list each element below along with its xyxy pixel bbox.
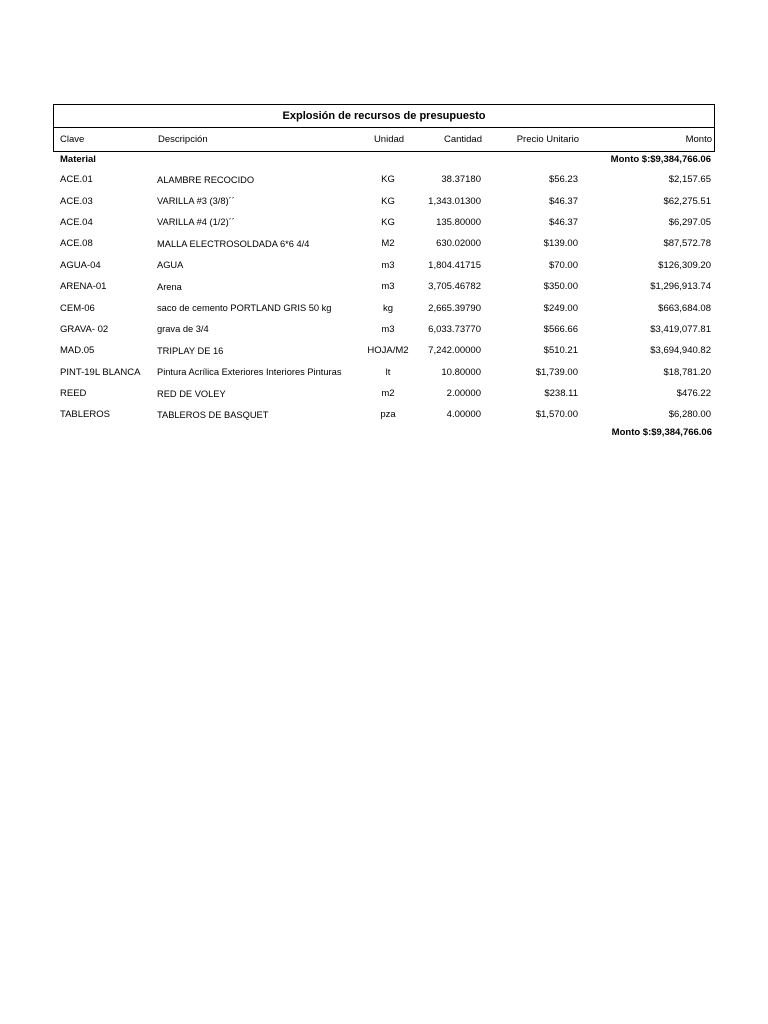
cell-clave: PINT-19L BLANCA <box>60 366 141 378</box>
column-header-unidad: Unidad <box>373 134 405 145</box>
cell-clave: ACE.01 <box>60 174 93 186</box>
table-row <box>53 340 715 361</box>
cell-descripcion: MALLA ELECTROSOLDADA 6*6 4/4 <box>157 238 310 249</box>
cell-monto: $2,157.65 <box>668 174 711 186</box>
cell-cantidad: 2.00000 <box>446 388 481 400</box>
cell-clave: MAD.05 <box>60 345 95 357</box>
cell-descripcion: ALAMBRE RECOCIDO <box>157 174 255 185</box>
section-header-material <box>53 153 715 166</box>
cell-descripcion: TABLEROS DE BASQUET <box>157 409 269 420</box>
cell-cantidad: 135.80000 <box>436 216 481 228</box>
cell-clave: ARENA-01 <box>60 281 107 293</box>
cell-clave: ACE.08 <box>60 238 93 250</box>
table-row <box>53 404 715 425</box>
cell-precio-unitario: $139.00 <box>543 238 578 250</box>
column-header-descripcion: Descripción <box>158 134 208 145</box>
cell-unidad: m3 <box>381 323 395 335</box>
cell-monto: $6,280.00 <box>668 409 711 421</box>
cell-clave: REED <box>60 388 87 400</box>
cell-monto: $1,296,913.74 <box>650 281 711 293</box>
cell-clave: AGUA-04 <box>60 259 101 271</box>
cell-descripcion: VARILLA #4 (1/2)´´ <box>157 217 235 228</box>
section-total: Monto $:$9,384,766.06 <box>610 154 711 165</box>
table-row <box>53 297 715 318</box>
cell-clave: TABLEROS <box>60 409 110 421</box>
cell-unidad: m2 <box>381 388 395 400</box>
cell-precio-unitario: $46.37 <box>548 216 578 228</box>
cell-unidad: kg <box>382 302 394 314</box>
column-header-clave: Clave <box>60 134 85 145</box>
cell-descripcion: Pintura Acrílica Exteriores Interiores Pinturas <box>157 367 342 378</box>
cell-precio-unitario: $566.66 <box>543 323 578 335</box>
resource-table-body <box>53 169 715 426</box>
cell-cantidad: 38.37180 <box>441 174 481 186</box>
cell-clave: CEM-06 <box>60 302 95 314</box>
table-row <box>53 212 715 233</box>
cell-unidad: KG <box>381 216 395 228</box>
cell-monto: $18,781.20 <box>663 366 711 378</box>
cell-unidad: pza <box>380 409 396 421</box>
cell-cantidad: 4.00000 <box>446 409 481 421</box>
table-row <box>53 362 715 383</box>
column-headers <box>54 128 714 151</box>
cell-cantidad: 6,033.73770 <box>428 323 481 335</box>
column-header-precio-unitario: Precio Unitario <box>516 134 579 145</box>
cell-cantidad: 1,343.01300 <box>428 195 481 207</box>
cell-monto: $62,275.51 <box>663 195 711 207</box>
cell-monto: $126,309.20 <box>658 259 711 271</box>
cell-descripcion: grava de 3/4 <box>157 324 209 335</box>
cell-unidad: m3 <box>381 281 395 293</box>
footer-total: Monto $:$9,384,766.06 <box>611 427 712 439</box>
cell-precio-unitario: $238.11 <box>544 388 578 400</box>
cell-descripcion: AGUA <box>157 260 184 271</box>
cell-unidad: KG <box>381 174 395 186</box>
cell-cantidad: 2,665.39790 <box>428 302 481 314</box>
cell-precio-unitario: $350.00 <box>543 281 578 293</box>
cell-monto: $476.22 <box>676 388 711 400</box>
cell-precio-unitario: $46.37 <box>548 195 578 207</box>
cell-precio-unitario: $1,739.00 <box>535 366 578 378</box>
cell-precio-unitario: $510.21 <box>543 345 578 357</box>
cell-clave: ACE.04 <box>60 216 93 228</box>
cell-cantidad: 7,242.00000 <box>428 345 481 357</box>
report-title: Explosión de recursos de presupuesto <box>54 105 714 128</box>
table-row <box>53 319 715 340</box>
cell-descripcion: TRIPLAY DE 16 <box>157 345 224 356</box>
table-row <box>53 233 715 254</box>
table-row <box>53 276 715 297</box>
cell-precio-unitario: $249.00 <box>543 302 578 314</box>
column-header-monto: Monto <box>685 134 712 145</box>
cell-unidad: lt <box>385 366 391 378</box>
cell-precio-unitario: $1,570.00 <box>535 409 578 421</box>
cell-monto: $87,572.78 <box>663 238 711 250</box>
report-header <box>53 104 715 152</box>
table-row <box>53 190 715 211</box>
cell-descripcion: VARILLA #3 (3/8)´´ <box>157 196 235 207</box>
cell-unidad: KG <box>381 195 395 207</box>
cell-cantidad: 3,705.46782 <box>428 281 481 293</box>
cell-descripcion: saco de cemento PORTLAND GRIS 50 kg <box>157 303 332 314</box>
table-row <box>53 169 715 190</box>
cell-cantidad: 1,804.41715 <box>428 259 481 271</box>
cell-unidad: m3 <box>381 259 395 271</box>
cell-descripcion: Arena <box>157 281 182 292</box>
cell-unidad: M2 <box>381 238 395 250</box>
cell-monto: $3,419,077.81 <box>650 323 711 335</box>
column-header-cantidad: Cantidad <box>443 134 482 145</box>
cell-clave: GRAVA- 02 <box>60 323 109 335</box>
table-row <box>53 255 715 276</box>
table-row <box>53 383 715 404</box>
cell-monto: $3,694,940.82 <box>650 345 711 357</box>
cell-precio-unitario: $70.00 <box>548 259 578 271</box>
cell-monto: $663,684.08 <box>658 302 711 314</box>
budget-resource-report <box>53 104 715 440</box>
cell-unidad: HOJA/M2 <box>367 345 409 357</box>
cell-cantidad: 10.80000 <box>441 366 481 378</box>
cell-clave: ACE.03 <box>60 195 93 207</box>
cell-precio-unitario: $56.23 <box>548 174 578 186</box>
cell-cantidad: 630.02000 <box>436 238 481 250</box>
cell-descripcion: RED DE VOLEY <box>157 388 226 399</box>
cell-monto: $6,297.05 <box>668 216 711 228</box>
section-label: Material <box>60 154 96 165</box>
